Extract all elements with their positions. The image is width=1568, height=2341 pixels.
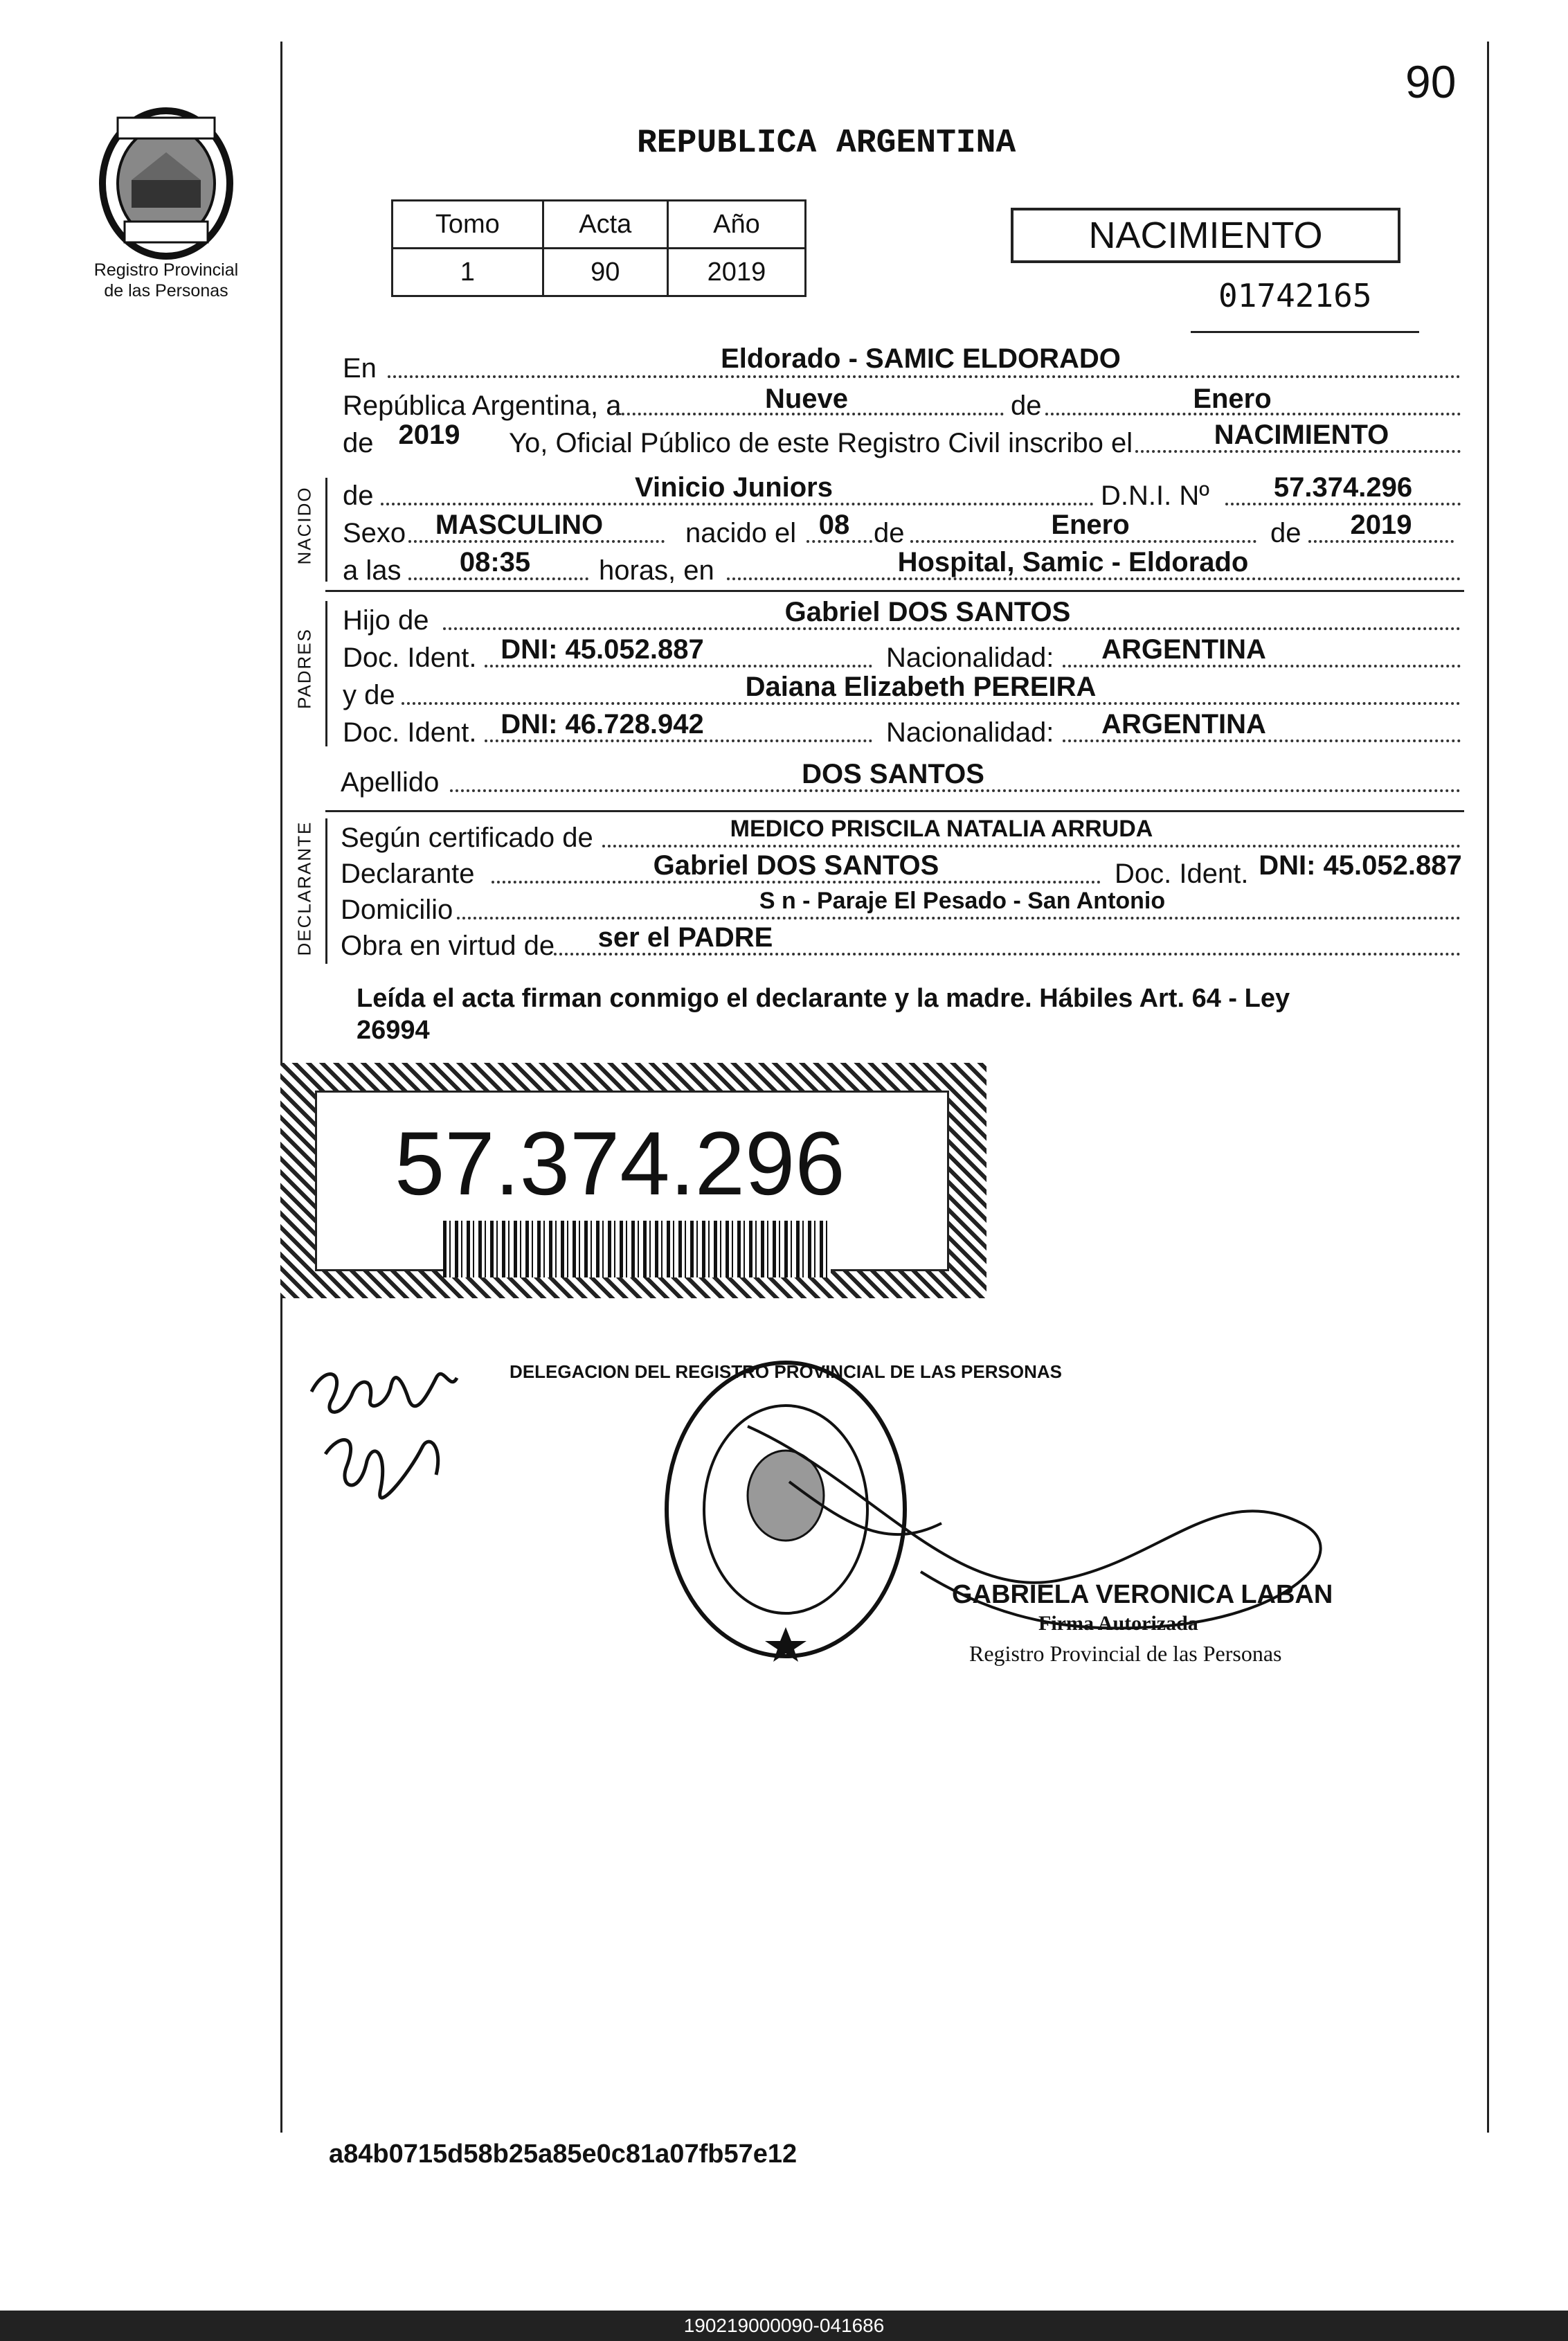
horas-label: horas, en — [599, 555, 714, 586]
cert-label: Según certificado de — [341, 823, 593, 853]
declarante-value: Gabriel DOS SANTOS — [653, 850, 939, 881]
month-value: Enero — [1193, 384, 1272, 414]
nacido-bar — [325, 478, 327, 582]
closing-statement: Leída el acta firman conmigo el declarante y la madre. Hábiles Art. 64 - Ley 26994 — [357, 984, 1290, 1045]
tomo-header: Tomo — [393, 201, 543, 249]
father-name-value: Gabriel DOS SANTOS — [784, 597, 1071, 627]
name-dots — [381, 503, 1094, 505]
father-doc-label: Doc. Ident. — [343, 643, 477, 673]
apellido-label: Apellido — [341, 767, 440, 798]
officer-text: Yo, Oficial Público de este Registro Civil inscribo el — [509, 428, 1133, 458]
padres-section-label: PADRES — [294, 628, 315, 709]
cert-dots — [602, 845, 1461, 847]
birth-year-dots — [1308, 540, 1454, 543]
en-dots — [388, 375, 1461, 378]
obra-dots — [554, 953, 1461, 956]
declarante-doc-label: Doc. Ident. — [1115, 859, 1249, 889]
sexo-dots — [408, 540, 665, 543]
birth-day-dots — [806, 540, 872, 543]
document-title: REPUBLICA ARGENTINA — [637, 125, 1016, 162]
mother-nat-label: Nacionalidad: — [886, 717, 1054, 748]
day-value: Nueve — [764, 384, 849, 414]
mother-nat-dots — [1063, 739, 1461, 742]
stamp-number: 57.374.296 — [395, 1113, 845, 1214]
country-label: República Argentina, a — [343, 391, 622, 421]
nacido-de-label: de — [343, 481, 374, 511]
domicilio-value: S n - Paraje El Pesado - San Antonio — [759, 888, 1166, 914]
obra-value: ser el PADRE — [597, 922, 773, 953]
birth-day-value: 08 — [818, 510, 850, 540]
nacido-section-label: NACIDO — [294, 486, 315, 565]
right-margin-line — [1487, 42, 1489, 2133]
dni-dots — [1225, 503, 1461, 505]
declarante-bar — [325, 818, 327, 964]
child-dni-value: 57.374.296 — [1273, 472, 1413, 503]
apellido-divider — [325, 810, 1464, 812]
misiones-seal-icon — [90, 104, 242, 263]
year-value: 2019 — [398, 420, 460, 450]
nacido-divider — [325, 590, 1464, 592]
declarante-doc-value: DNI: 45.052.887 — [1259, 850, 1462, 881]
dni-sticker — [280, 1063, 986, 1298]
footer-code: 190219000090-041686 — [0, 2311, 1568, 2341]
mother-doc-label: Doc. Ident. — [343, 717, 477, 748]
declarant-signature-icon — [305, 1350, 498, 1537]
signatory-name: GABRIELA VERONICA LABAN — [952, 1580, 1333, 1609]
record-table — [391, 199, 806, 297]
sexo-value: MASCULINO — [435, 510, 604, 540]
signatory-office: Registro Provincial de las Personas — [969, 1641, 1282, 1666]
document-hash: a84b0715d58b25a85e0c81a07fb57e12 — [329, 2140, 797, 2169]
birth-month-dots — [910, 540, 1256, 543]
sexo-label: Sexo — [343, 518, 406, 548]
declarante-label: Declarante — [341, 859, 475, 889]
birth-place-value: Hospital, Samic - Eldorado — [897, 547, 1249, 577]
nacido-de-label-3: de — [1270, 518, 1301, 548]
y-de-label: y de — [343, 680, 395, 710]
domicilio-label: Domicilio — [341, 895, 453, 925]
acta-value: 90 — [543, 249, 667, 296]
anio-header: Año — [667, 201, 805, 249]
seal-text: DELEGACION DEL REGISTRO PROVINCIAL DE LAS PERSONAS — [510, 1361, 1062, 1382]
a-las-label: a las — [343, 555, 402, 586]
de-label-2: de — [343, 428, 374, 458]
event-dots — [1135, 450, 1461, 453]
en-label: En — [343, 353, 377, 384]
cert-value: MEDICO PRISCILA NATALIA ARRUDA — [730, 816, 1153, 842]
apellido-dots — [450, 789, 1461, 792]
declarante-section-label: DECLARANTE — [294, 820, 315, 956]
child-name-value: Vinicio Juniors — [635, 472, 833, 503]
mother-doc-dots — [485, 739, 872, 742]
acta-header: Acta — [543, 201, 667, 249]
father-dots — [443, 627, 1461, 630]
page-number: 90 — [1405, 56, 1457, 107]
padres-bar — [325, 601, 327, 746]
place-value: Eldorado - SAMIC ELDORADO — [721, 343, 1121, 374]
apellido-value: DOS SANTOS — [802, 759, 984, 789]
nacido-de-label-2: de — [874, 518, 905, 548]
registry-label: Registro Provincial de las Personas — [93, 260, 239, 301]
event-value: NACIMIENTO — [1214, 420, 1389, 450]
serial-number: 01742165 — [1218, 277, 1372, 314]
barcode — [443, 1221, 831, 1277]
obra-label: Obra en virtud de — [341, 931, 555, 961]
hijo-de-label: Hijo de — [343, 605, 429, 636]
de-label: de — [1011, 391, 1042, 421]
time-dots — [408, 577, 588, 580]
birth-place-dots — [727, 577, 1461, 580]
birth-year-value: 2019 — [1350, 510, 1412, 540]
tomo-value: 1 — [393, 249, 543, 296]
nacido-el-label: nacido el — [685, 518, 797, 548]
father-doc-value: DNI: 45.052.887 — [501, 634, 704, 665]
mother-name-value: Daiana Elizabeth PEREIRA — [745, 672, 1097, 702]
father-nat-label: Nacionalidad: — [886, 643, 1054, 673]
declarante-dots — [492, 881, 1101, 884]
father-doc-dots — [485, 665, 872, 667]
father-nat-value: ARGENTINA — [1101, 634, 1266, 665]
mother-nat-value: ARGENTINA — [1101, 709, 1266, 739]
domicilio-dots — [457, 917, 1461, 920]
time-value: 08:35 — [459, 547, 531, 577]
birth-month-value: Enero — [1051, 510, 1130, 540]
mother-dots — [402, 702, 1461, 705]
serial-underline — [1191, 331, 1419, 333]
record-type-box: NACIMIENTO — [1011, 208, 1400, 263]
anio-value: 2019 — [667, 249, 805, 296]
mother-doc-value: DNI: 46.728.942 — [501, 709, 704, 739]
father-nat-dots — [1063, 665, 1461, 667]
dni-label: D.N.I. Nº — [1101, 481, 1209, 511]
signatory-role: Firma Autorizada — [1038, 1612, 1198, 1635]
